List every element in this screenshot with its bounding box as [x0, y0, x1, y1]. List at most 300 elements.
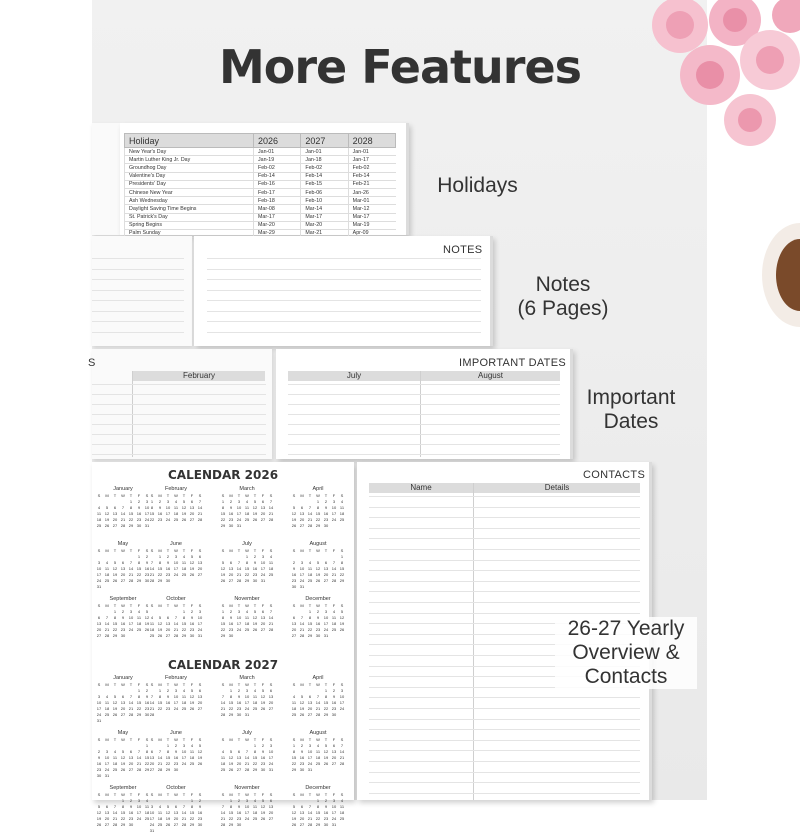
note-line — [92, 279, 184, 280]
calendar-month — [219, 486, 275, 529]
day-number: 18 — [339, 810, 345, 815]
day-number: 20 — [299, 517, 305, 522]
weekday-letter: S — [340, 737, 344, 742]
weekday-letter: F — [261, 682, 265, 687]
weekday-letter: S — [221, 737, 225, 742]
day-number: 30 — [228, 523, 234, 528]
day-number: 22 — [157, 572, 163, 577]
day-number: 13 — [228, 566, 234, 571]
weekday-letter: S — [198, 682, 202, 687]
day-number: 20 — [331, 755, 337, 760]
day-number: 12 — [291, 810, 297, 815]
day-number: 7 — [121, 505, 125, 510]
contact-line — [369, 560, 640, 561]
day-number: 6 — [97, 615, 101, 620]
day-number: 5 — [261, 688, 265, 693]
weekday-letter: W — [121, 682, 125, 687]
day-number: 21 — [331, 572, 337, 577]
day-number: 9 — [237, 804, 241, 809]
weekday-letter: T — [253, 737, 257, 742]
holiday-name-cell: St. Patrick's Day — [125, 213, 254, 221]
day-number: 20 — [120, 572, 126, 577]
day-number: 6 — [113, 505, 117, 510]
weekday-letter: T — [253, 493, 257, 498]
weekday-letter: F — [137, 737, 141, 742]
day-number: 25 — [149, 633, 155, 638]
weekday-letter: W — [316, 682, 320, 687]
day-number: 24 — [136, 816, 142, 821]
day-number: 14 — [315, 700, 321, 705]
day-number: 9 — [198, 804, 202, 809]
note-line — [207, 311, 481, 312]
day-number: 19 — [323, 755, 329, 760]
day-number: 23 — [228, 627, 234, 632]
day-number: 28 — [197, 517, 203, 522]
day-number: 28 — [181, 822, 187, 827]
important-left-heading: S — [88, 357, 96, 369]
day-number: 27 — [128, 767, 134, 772]
day-number: 8 — [229, 804, 233, 809]
day-number: 4 — [316, 743, 320, 748]
day-number: 28 — [307, 822, 313, 827]
day-number: 31 — [331, 822, 337, 827]
day-number: 1 — [308, 609, 312, 614]
note-line — [207, 332, 481, 333]
weekday-letter: T — [182, 737, 186, 742]
day-number: 28 — [307, 523, 313, 528]
day-number: 13 — [189, 505, 195, 510]
day-number: 29 — [120, 822, 126, 827]
month-grid — [95, 682, 151, 724]
day-number: 16 — [260, 755, 266, 760]
day-number: 27 — [96, 633, 102, 638]
weekday-letter: S — [145, 493, 149, 498]
day-number: 21 — [268, 511, 274, 516]
day-number: 19 — [260, 810, 266, 815]
holiday-name-cell: Spring Begins — [125, 221, 254, 229]
weekday-letter: F — [137, 792, 141, 797]
day-number: 29 — [315, 523, 321, 528]
calendar-month — [219, 541, 275, 584]
weekday-letter: S — [292, 682, 296, 687]
weekday-letter: T — [182, 603, 186, 608]
day-number: 17 — [268, 755, 274, 760]
day-number: 11 — [173, 505, 179, 510]
date-line — [288, 414, 560, 415]
day-number: 6 — [150, 749, 154, 754]
date-line — [92, 414, 266, 415]
day-number: 17 — [165, 511, 171, 516]
day-number: 12 — [228, 755, 234, 760]
weekday-letter: T — [324, 548, 328, 553]
day-number: 22 — [307, 627, 313, 632]
day-number: 12 — [112, 566, 118, 571]
day-number: 13 — [236, 755, 242, 760]
month-name: July — [242, 730, 252, 736]
weekday-letter: S — [340, 792, 344, 797]
day-number: 6 — [237, 749, 241, 754]
day-number: 30 — [315, 633, 321, 638]
day-number: 21 — [149, 572, 155, 577]
day-number: 24 — [244, 816, 250, 821]
day-number: 19 — [299, 706, 305, 711]
day-number: 9 — [158, 505, 162, 510]
day-number: 17 — [244, 810, 250, 815]
weekday-letter: M — [158, 737, 162, 742]
day-number: 26 — [315, 578, 321, 583]
day-number: 17 — [260, 566, 266, 571]
day-number: 13 — [197, 694, 203, 699]
holiday-date-cell: Mar-12 — [348, 205, 395, 213]
day-number: 25 — [252, 816, 258, 821]
day-number: 3 — [145, 499, 149, 504]
day-number: 23 — [189, 627, 195, 632]
month-grid — [219, 548, 275, 584]
day-number: 8 — [221, 505, 225, 510]
day-number: 2 — [158, 499, 162, 504]
day-number: 4 — [158, 804, 162, 809]
month-name: March — [239, 675, 255, 681]
day-number: 22 — [136, 572, 142, 577]
day-number: 29 — [220, 633, 226, 638]
holiday-row — [125, 180, 396, 188]
day-number: 11 — [252, 694, 258, 699]
day-number: 30 — [236, 712, 242, 717]
day-number: 18 — [157, 816, 163, 821]
day-number: 6 — [190, 499, 194, 504]
day-number: 10 — [331, 804, 337, 809]
day-number: 29 — [136, 712, 142, 717]
day-number: 19 — [252, 621, 258, 626]
day-number: 26 — [220, 578, 226, 583]
day-number: 17 — [244, 700, 250, 705]
day-number: 14 — [220, 810, 226, 815]
day-number: 3 — [269, 743, 273, 748]
day-number: 11 — [181, 694, 187, 699]
day-number: 30 — [144, 578, 150, 583]
day-number: 3 — [245, 798, 249, 803]
day-number: 12 — [252, 615, 258, 620]
yearly-overview-label — [555, 617, 697, 689]
day-number: 28 — [136, 767, 142, 772]
day-number: 15 — [252, 755, 258, 760]
weekday-letter: S — [145, 737, 149, 742]
day-number: 30 — [299, 767, 305, 772]
day-number: 12 — [165, 810, 171, 815]
day-number: 29 — [157, 578, 163, 583]
note-line — [92, 311, 184, 312]
day-number: 9 — [292, 566, 296, 571]
weekday-letter: T — [324, 792, 328, 797]
day-number: 1 — [137, 688, 141, 693]
day-number: 26 — [96, 822, 102, 827]
weekday-letter: T — [113, 792, 117, 797]
day-number: 20 — [128, 761, 134, 766]
day-number: 14 — [128, 566, 134, 571]
day-number: 20 — [307, 706, 313, 711]
day-number: 1 — [166, 743, 170, 748]
day-number: 12 — [323, 749, 329, 754]
weekday-letter: S — [145, 792, 149, 797]
day-number: 10 — [96, 566, 102, 571]
day-number: 4 — [332, 609, 336, 614]
day-number: 23 — [260, 761, 266, 766]
day-number: 22 — [181, 627, 187, 632]
day-number: 16 — [228, 621, 234, 626]
day-number: 16 — [331, 700, 337, 705]
day-number: 2 — [190, 609, 194, 614]
day-number: 21 — [149, 706, 155, 711]
weekday-letter: F — [332, 737, 336, 742]
day-number: 18 — [96, 517, 102, 522]
holiday-name-cell: Palm Sunday — [125, 229, 254, 237]
important-dates-label — [575, 386, 687, 434]
holiday-date-cell: Feb-14 — [254, 172, 301, 180]
day-number: 2 — [137, 499, 141, 504]
weekday-letter: S — [150, 682, 154, 687]
day-number: 18 — [112, 761, 118, 766]
day-number: 3 — [332, 798, 336, 803]
day-number: 14 — [112, 810, 118, 815]
day-number: 16 — [315, 621, 321, 626]
day-number: 22 — [220, 627, 226, 632]
weekday-letter: S — [269, 737, 273, 742]
note-line — [92, 332, 184, 333]
day-number: 14 — [339, 749, 345, 754]
day-number: 2 — [324, 499, 328, 504]
day-number: 20 — [260, 621, 266, 626]
day-number: 19 — [315, 572, 321, 577]
day-number: 10 — [260, 560, 266, 565]
weekday-letter: F — [190, 493, 194, 498]
day-number: 30 — [291, 584, 297, 589]
day-number: 17 — [173, 700, 179, 705]
day-number: 11 — [149, 621, 155, 626]
calendar-month — [290, 730, 346, 773]
day-number: 10 — [149, 810, 155, 815]
day-number: 24 — [299, 578, 305, 583]
weekday-letter: F — [190, 548, 194, 553]
day-number: 3 — [97, 560, 101, 565]
day-number: 19 — [112, 572, 118, 577]
weekday-letter: F — [332, 493, 336, 498]
day-number: 3 — [332, 499, 336, 504]
weekday-letter: W — [245, 603, 249, 608]
weekday-letter: S — [292, 603, 296, 608]
contact-line — [369, 538, 640, 539]
contact-line — [369, 740, 640, 741]
day-number: 27 — [120, 578, 126, 583]
weekday-letter: W — [245, 792, 249, 797]
holiday-date-cell: Jan-01 — [348, 148, 395, 156]
day-number: 25 — [144, 816, 150, 821]
day-number: 3 — [237, 499, 241, 504]
day-number: 23 — [136, 517, 142, 522]
holiday-name-cell: Daylight Saving Time Begins — [125, 205, 254, 213]
day-number: 12 — [339, 615, 345, 620]
note-line — [207, 269, 481, 270]
day-number: 15 — [120, 810, 126, 815]
day-number: 21 — [120, 517, 126, 522]
month-name: April — [312, 675, 324, 681]
day-number: 14 — [220, 700, 226, 705]
note-line — [92, 269, 184, 270]
day-number: 17 — [173, 566, 179, 571]
column-july: July — [288, 371, 420, 381]
month-name: December — [305, 596, 331, 602]
weekday-letter: W — [316, 792, 320, 797]
day-number: 1 — [245, 554, 249, 559]
calendar-month — [219, 675, 275, 718]
day-number: 6 — [324, 560, 328, 565]
day-number: 29 — [165, 767, 171, 772]
weekday-letter: T — [237, 682, 241, 687]
day-number: 5 — [253, 499, 257, 504]
month-name: August — [309, 541, 327, 547]
day-number: 8 — [166, 749, 170, 754]
weekday-letter: S — [198, 792, 202, 797]
day-number: 9 — [261, 749, 265, 754]
contact-line — [369, 793, 640, 794]
holiday-date-cell: Feb-14 — [301, 172, 348, 180]
weekday-letter: S — [292, 792, 296, 797]
weekday-letter: S — [221, 493, 225, 498]
day-number: 11 — [104, 566, 110, 571]
day-number: 15 — [315, 511, 321, 516]
day-number: 19 — [291, 517, 297, 522]
weekday-letter: T — [129, 682, 133, 687]
day-number: 27 — [268, 706, 274, 711]
day-number: 9 — [300, 749, 304, 754]
day-number: 5 — [97, 804, 101, 809]
month-name: October — [166, 785, 186, 791]
day-number: 11 — [157, 810, 163, 815]
day-number: 13 — [173, 810, 179, 815]
day-number: 15 — [315, 810, 321, 815]
coffee-cup-decoration — [760, 220, 800, 330]
day-number: 19 — [96, 816, 102, 821]
day-number: 3 — [237, 609, 241, 614]
holiday-date-cell: Feb-02 — [348, 164, 395, 172]
day-number: 22 — [244, 572, 250, 577]
day-number: 7 — [308, 505, 312, 510]
day-number: 9 — [324, 804, 328, 809]
header-2028: 2028 — [348, 134, 395, 148]
day-number: 20 — [120, 706, 126, 711]
day-number: 12 — [252, 505, 258, 510]
day-number: 28 — [244, 767, 250, 772]
day-number: 31 — [104, 773, 110, 778]
month-name: December — [305, 785, 331, 791]
holiday-date-cell: Feb-02 — [254, 164, 301, 172]
day-number: 4 — [113, 749, 117, 754]
day-number: 7 — [340, 743, 344, 748]
holiday-name-cell: Groundhog Day — [125, 164, 254, 172]
day-number: 8 — [292, 749, 296, 754]
day-number: 2 — [292, 560, 296, 565]
day-number: 8 — [121, 804, 125, 809]
day-number: 26 — [104, 523, 110, 528]
day-number: 11 — [339, 505, 345, 510]
day-number: 21 — [299, 627, 305, 632]
contact-line — [369, 496, 640, 497]
note-line — [207, 321, 481, 322]
weekday-letter: W — [121, 603, 125, 608]
weekday-letter: S — [269, 493, 273, 498]
day-number: 17 — [128, 621, 134, 626]
day-number: 26 — [260, 706, 266, 711]
day-number: 25 — [252, 706, 258, 711]
month-name: September — [109, 785, 137, 791]
day-number: 20 — [197, 700, 203, 705]
weekday-letter: W — [245, 737, 249, 742]
day-number: 30 — [228, 633, 234, 638]
weekday-letter: F — [190, 682, 194, 687]
weekday-letter: F — [190, 603, 194, 608]
day-number: 30 — [323, 523, 329, 528]
date-line — [92, 454, 266, 455]
day-number: 21 — [197, 511, 203, 516]
day-number: 3 — [198, 609, 202, 614]
weekday-letter: T — [182, 792, 186, 797]
day-number: 21 — [220, 706, 226, 711]
day-number: 20 — [189, 511, 195, 516]
day-number: 22 — [136, 706, 142, 711]
weekday-letter: M — [105, 548, 109, 553]
month-name: March — [239, 486, 255, 492]
notes-label-line1: Notes — [535, 273, 591, 296]
day-number: 12 — [197, 749, 203, 754]
contact-line — [369, 761, 640, 762]
month-grid — [148, 603, 204, 639]
day-number: 17 — [323, 621, 329, 626]
day-number: 4 — [269, 554, 273, 559]
day-number: 22 — [315, 816, 321, 821]
day-number: 3 — [174, 554, 178, 559]
holidays-table — [124, 133, 396, 238]
weekday-letter: M — [158, 548, 162, 553]
day-number: 5 — [261, 798, 265, 803]
calendar-month — [290, 486, 346, 529]
day-number: 12 — [260, 804, 266, 809]
day-number: 27 — [112, 523, 118, 528]
day-number: 15 — [128, 511, 134, 516]
day-number: 3 — [97, 694, 101, 699]
weekday-letter: F — [137, 682, 141, 687]
day-number: 24 — [128, 627, 134, 632]
day-number: 24 — [236, 517, 242, 522]
calendar-month — [148, 486, 204, 523]
calendar-month — [148, 675, 204, 718]
day-number: 30 — [197, 822, 203, 827]
weekday-letter: M — [158, 493, 162, 498]
day-number: 18 — [136, 621, 142, 626]
day-number: 30 — [144, 712, 150, 717]
weekday-letter: T — [129, 493, 133, 498]
day-number: 2 — [229, 609, 233, 614]
day-number: 17 — [236, 511, 242, 516]
day-number: 4 — [174, 499, 178, 504]
day-number: 1 — [221, 609, 225, 614]
month-grid — [219, 682, 275, 718]
day-number: 13 — [197, 560, 203, 565]
day-number: 2 — [237, 798, 241, 803]
day-number: 21 — [112, 816, 118, 821]
day-number: 4 — [105, 560, 109, 565]
weekday-letter: T — [113, 737, 117, 742]
weekday-letter: W — [316, 603, 320, 608]
day-number: 1 — [129, 499, 133, 504]
